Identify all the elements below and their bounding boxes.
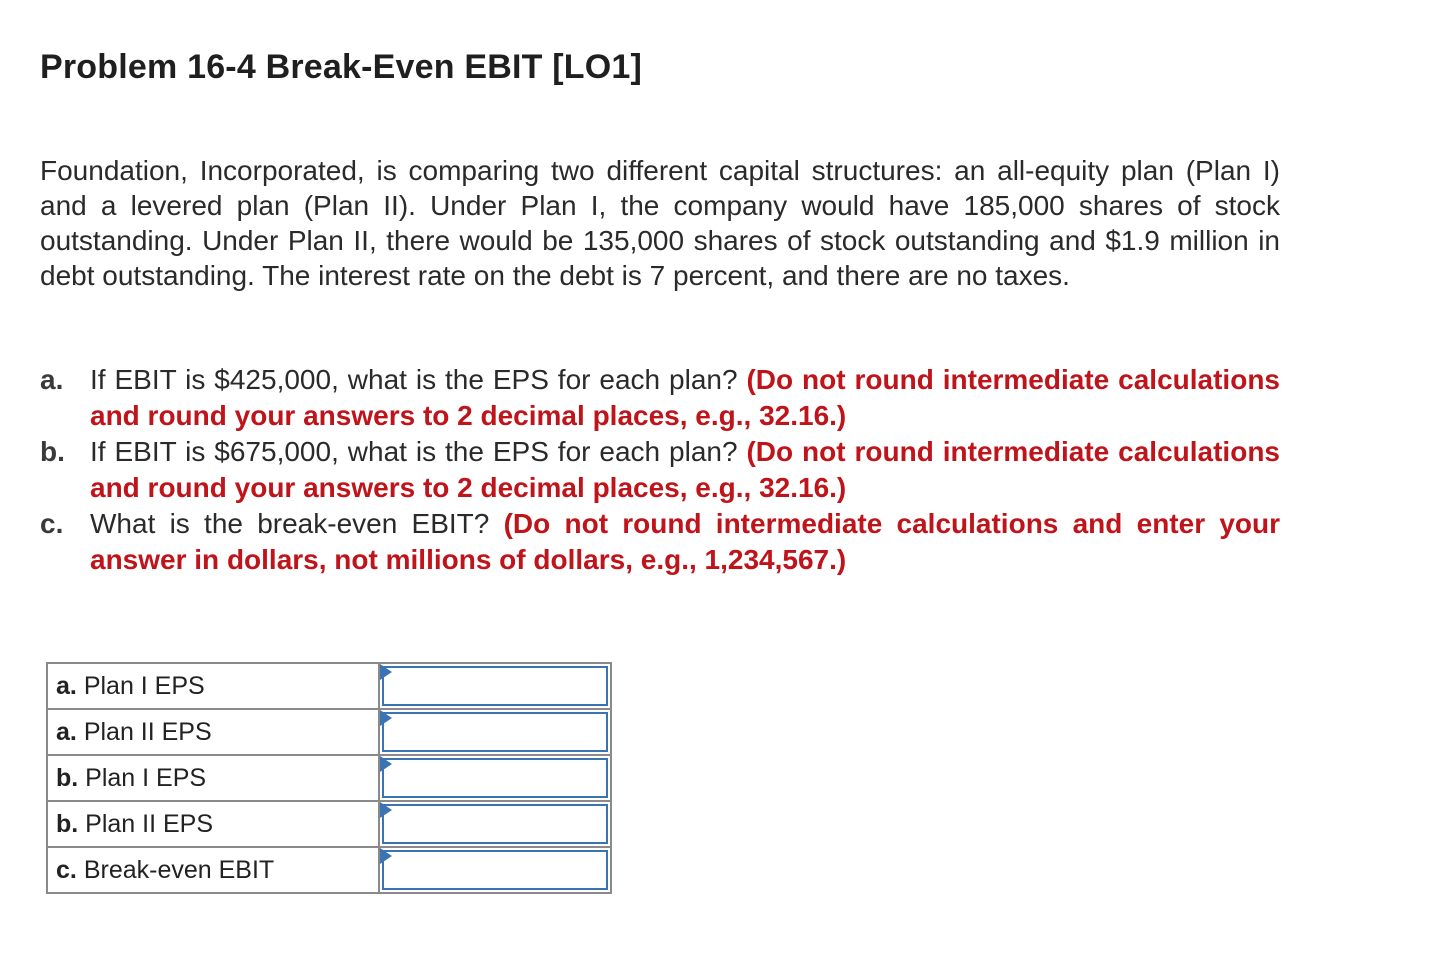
answer-label <box>47 755 379 801</box>
answer-input-cell <box>379 709 611 755</box>
answer-label-text: Break-even EBIT <box>83 855 275 884</box>
answer-input-box <box>382 804 608 844</box>
question-b <box>40 434 1280 506</box>
question-list <box>40 362 1280 578</box>
answer-input-cell <box>379 663 611 709</box>
answer-row-b-plan-1 <box>47 755 611 801</box>
question-note: (Do not round intermediate calculations and round your answers to 2 decimal places, e.g., 32.16.) <box>90 364 1280 431</box>
question-note: (Do not round intermediate calculations and round your answers to 2 decimal places, e.g., 32.16.) <box>90 436 1280 503</box>
problem-title: Problem 16-4 Break-Even EBIT [LO1] <box>40 48 642 86</box>
question-note: (Do not round intermediate calculations and enter your answer in dollars, not millions of dollars, e.g., 1,234,567.) <box>90 508 1281 575</box>
blue-triangle-flag-icon <box>380 710 392 726</box>
question-body <box>90 506 1280 578</box>
a-plan-2-eps-input[interactable] <box>384 714 606 750</box>
answer-label-text: Plan II EPS <box>85 809 214 838</box>
blue-triangle-flag-icon <box>380 756 392 772</box>
answer-label-text: Plan I EPS <box>83 671 205 700</box>
answer-row-b-plan-2 <box>47 801 611 847</box>
answer-letter: a. <box>56 717 77 746</box>
question-letter: a. <box>40 364 64 395</box>
blue-triangle-flag-icon <box>380 848 392 864</box>
c-break-even-ebit-input[interactable] <box>384 852 606 888</box>
answer-input-box <box>382 850 608 890</box>
b-plan-1-eps-input[interactable] <box>384 760 606 796</box>
question-text: If EBIT is $675,000, what is the EPS for each plan? <box>90 436 747 467</box>
answer-letter: b. <box>56 763 79 792</box>
answer-label <box>47 801 379 847</box>
answer-input-cell <box>379 847 611 893</box>
answer-letter: a. <box>56 671 77 700</box>
a-plan-1-eps-input[interactable] <box>384 668 606 704</box>
answer-input-cell <box>379 801 611 847</box>
question-letter: b. <box>40 436 65 467</box>
answer-letter: b. <box>56 809 79 838</box>
answer-label-text: Plan II EPS <box>83 717 212 746</box>
blue-triangle-flag-icon <box>380 664 392 680</box>
blue-triangle-flag-icon <box>380 802 392 818</box>
answer-label-text: Plan I EPS <box>85 763 207 792</box>
answer-input-box <box>382 666 608 706</box>
answer-row-c-break-even <box>47 847 611 893</box>
question-body <box>90 362 1280 434</box>
answer-row-a-plan-1 <box>47 663 611 709</box>
b-plan-2-eps-input[interactable] <box>384 806 606 842</box>
answer-label <box>47 847 379 893</box>
question-text: If EBIT is $425,000, what is the EPS for each plan? <box>90 364 747 395</box>
answer-input-cell <box>379 755 611 801</box>
question-c <box>40 506 1280 578</box>
answer-letter: c. <box>56 855 77 884</box>
answer-table <box>46 662 612 894</box>
question-letter: c. <box>40 508 64 539</box>
answer-input-box <box>382 712 608 752</box>
answer-row-a-plan-2 <box>47 709 611 755</box>
answer-label <box>47 709 379 755</box>
answer-input-box <box>382 758 608 798</box>
question-text: What is the break-even EBIT? <box>90 508 504 539</box>
answer-label <box>47 663 379 709</box>
question-a <box>40 362 1280 434</box>
problem-intro: Foundation, Incorporated, is comparing two different capital structures: an all-equity plan (Plan I) and a levered plan (Plan II). Under Plan I, the company would have 185,000 shares of stock outstanding. Under Plan II, there would be 135,000 shares of stock outstanding and $1.9 million in debt outstanding. The interest rate on the debt is 7 percent, and there are no taxes. <box>40 155 1280 291</box>
question-body <box>90 434 1280 506</box>
